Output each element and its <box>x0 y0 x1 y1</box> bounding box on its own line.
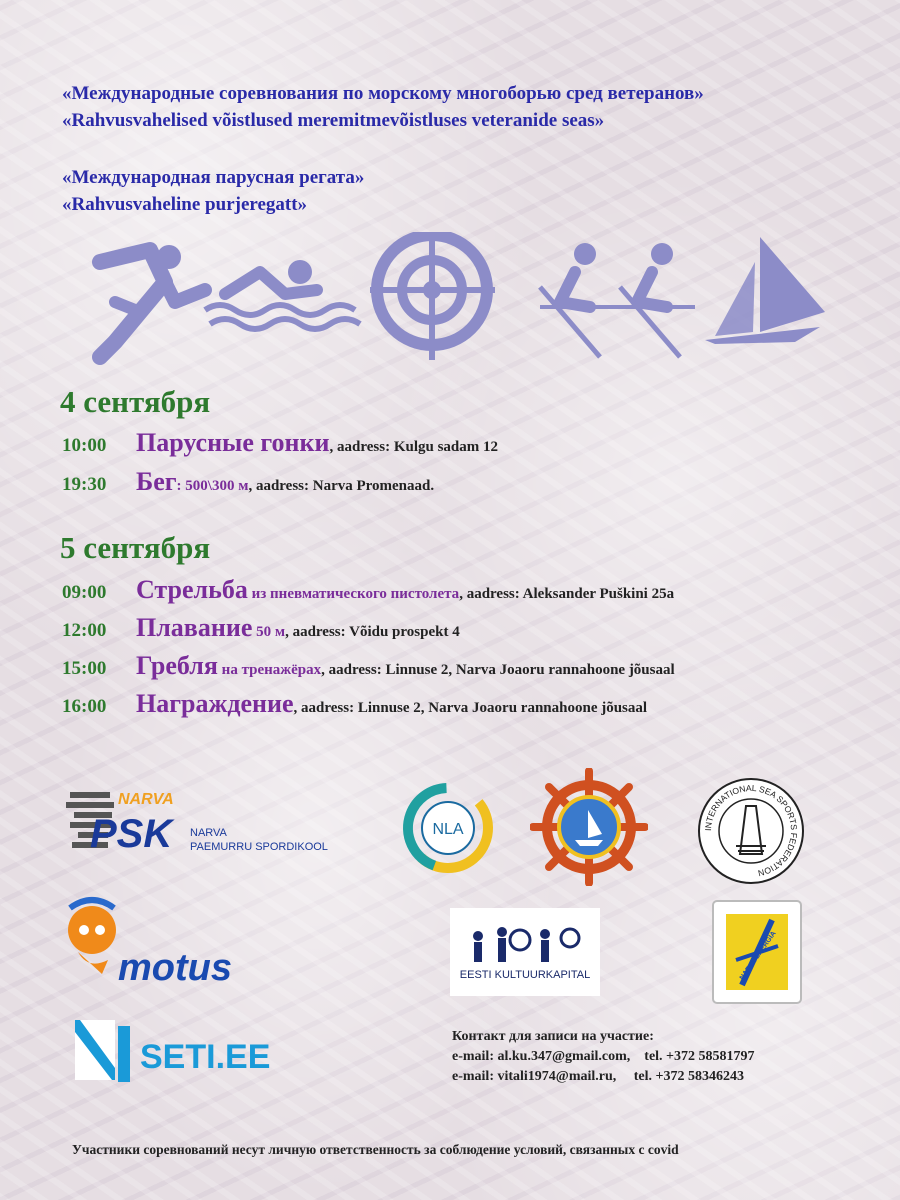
seti-logo-text: SETI.EE <box>140 1038 271 1076</box>
event-address: , aadress: Aleksander Puškini 25a <box>459 586 675 602</box>
psk-logo-line2: PAEMURRU SPORDIKOOL <box>190 841 328 853</box>
title-russian-line1: «Международные соревнования по морскому многоборью сред ветеранов» <box>62 83 704 104</box>
ship-wheel-logo <box>530 768 648 886</box>
event-name: Бег <box>136 467 177 496</box>
event-address: , aadress: Linnuse 2, Narva Joaoru rannahoone jõusaal <box>293 700 648 716</box>
event-name: Стрельба <box>136 575 248 604</box>
event-detail: : 500\300 м <box>176 478 249 494</box>
contact-heading: Контакт для записи на участие: <box>452 1029 654 1044</box>
event-time: 10:00 <box>62 435 107 456</box>
schedule-row <box>62 428 498 458</box>
swimmer-icon <box>205 260 360 329</box>
seti-logo <box>70 1012 290 1088</box>
event-time: 09:00 <box>62 582 107 603</box>
sport-icons-row <box>55 232 845 367</box>
event-address: , aadress: Võidu prospekt 4 <box>285 624 460 640</box>
event-name: Награждение <box>136 689 294 718</box>
title-estonian-line1: «Rahvusvahelised võistlused meremitmevõistluses veteranide seas» <box>62 110 605 131</box>
rowing-icon <box>540 243 695 357</box>
contact-line-1: e-mail: al.ku.347@gmail.com, tel. +372 58581797 <box>452 1049 755 1064</box>
event-address: , aadress: Narva Promenaad. <box>248 478 435 494</box>
psk-logo-line1: NARVA <box>190 827 227 839</box>
sailboat-icon <box>705 237 825 344</box>
psk-logo-mark: PSK <box>90 812 173 856</box>
title-estonian-line2: «Rahvusvaheline purjeregatt» <box>62 194 308 215</box>
kultuurkapital-logo <box>450 908 600 996</box>
schedule-row <box>62 575 674 605</box>
schedule-row <box>62 689 647 719</box>
event-time: 19:30 <box>62 474 107 495</box>
motus-logo <box>60 890 260 990</box>
event-name: Парусные гонки <box>136 428 330 457</box>
nla-logo <box>402 782 494 874</box>
motus-logo-text: motus <box>118 947 232 989</box>
day-heading-1: 4 сентября <box>60 384 211 419</box>
event-address: , aadress: Linnuse 2, Narva Joaoru rannahoone jõusaal <box>321 662 675 678</box>
event-time: 16:00 <box>62 696 107 717</box>
target-icon <box>370 232 495 360</box>
event-time: 15:00 <box>62 658 107 679</box>
runner-icon <box>100 245 205 357</box>
title-russian-line2: «Международная парусная регата» <box>62 167 365 188</box>
event-detail: на тренажёрах <box>217 662 322 678</box>
event-name: Плавание <box>136 613 253 642</box>
narva-energia-logo <box>712 900 802 1004</box>
psk-logo-top: NARVA <box>118 791 174 808</box>
nla-logo-text: NLA <box>432 821 464 838</box>
narva-psk-logo <box>62 782 362 862</box>
covid-disclaimer: Участники соревнований несут личную ответственность за соблюдение условий, связанных с covid <box>72 1142 679 1157</box>
schedule-row <box>62 651 675 681</box>
event-name: Гребля <box>136 651 218 680</box>
narva-energia-logo-text: NARVA ENERGIA <box>738 930 778 982</box>
schedule-row <box>62 613 460 643</box>
schedule-row <box>62 467 434 497</box>
event-detail: из пневматического пистолета <box>247 586 460 602</box>
contact-line-2: e-mail: vitali1974@mail.ru, tel. +372 58346243 <box>452 1069 745 1084</box>
kultuurkapital-logo-text: EESTI KULTUURKAPITAL <box>459 969 591 981</box>
day-heading-2: 5 сентября <box>60 530 211 565</box>
event-address: , aadress: Kulgu sadam 12 <box>329 439 499 455</box>
sea-sports-federation-logo <box>696 776 806 886</box>
contact-block <box>452 1027 755 1087</box>
federation-logo-text: INTERNATIONAL SEA SPORTS FEDERATION <box>702 782 800 879</box>
event-detail: 50 м <box>252 624 286 640</box>
event-time: 12:00 <box>62 620 107 641</box>
